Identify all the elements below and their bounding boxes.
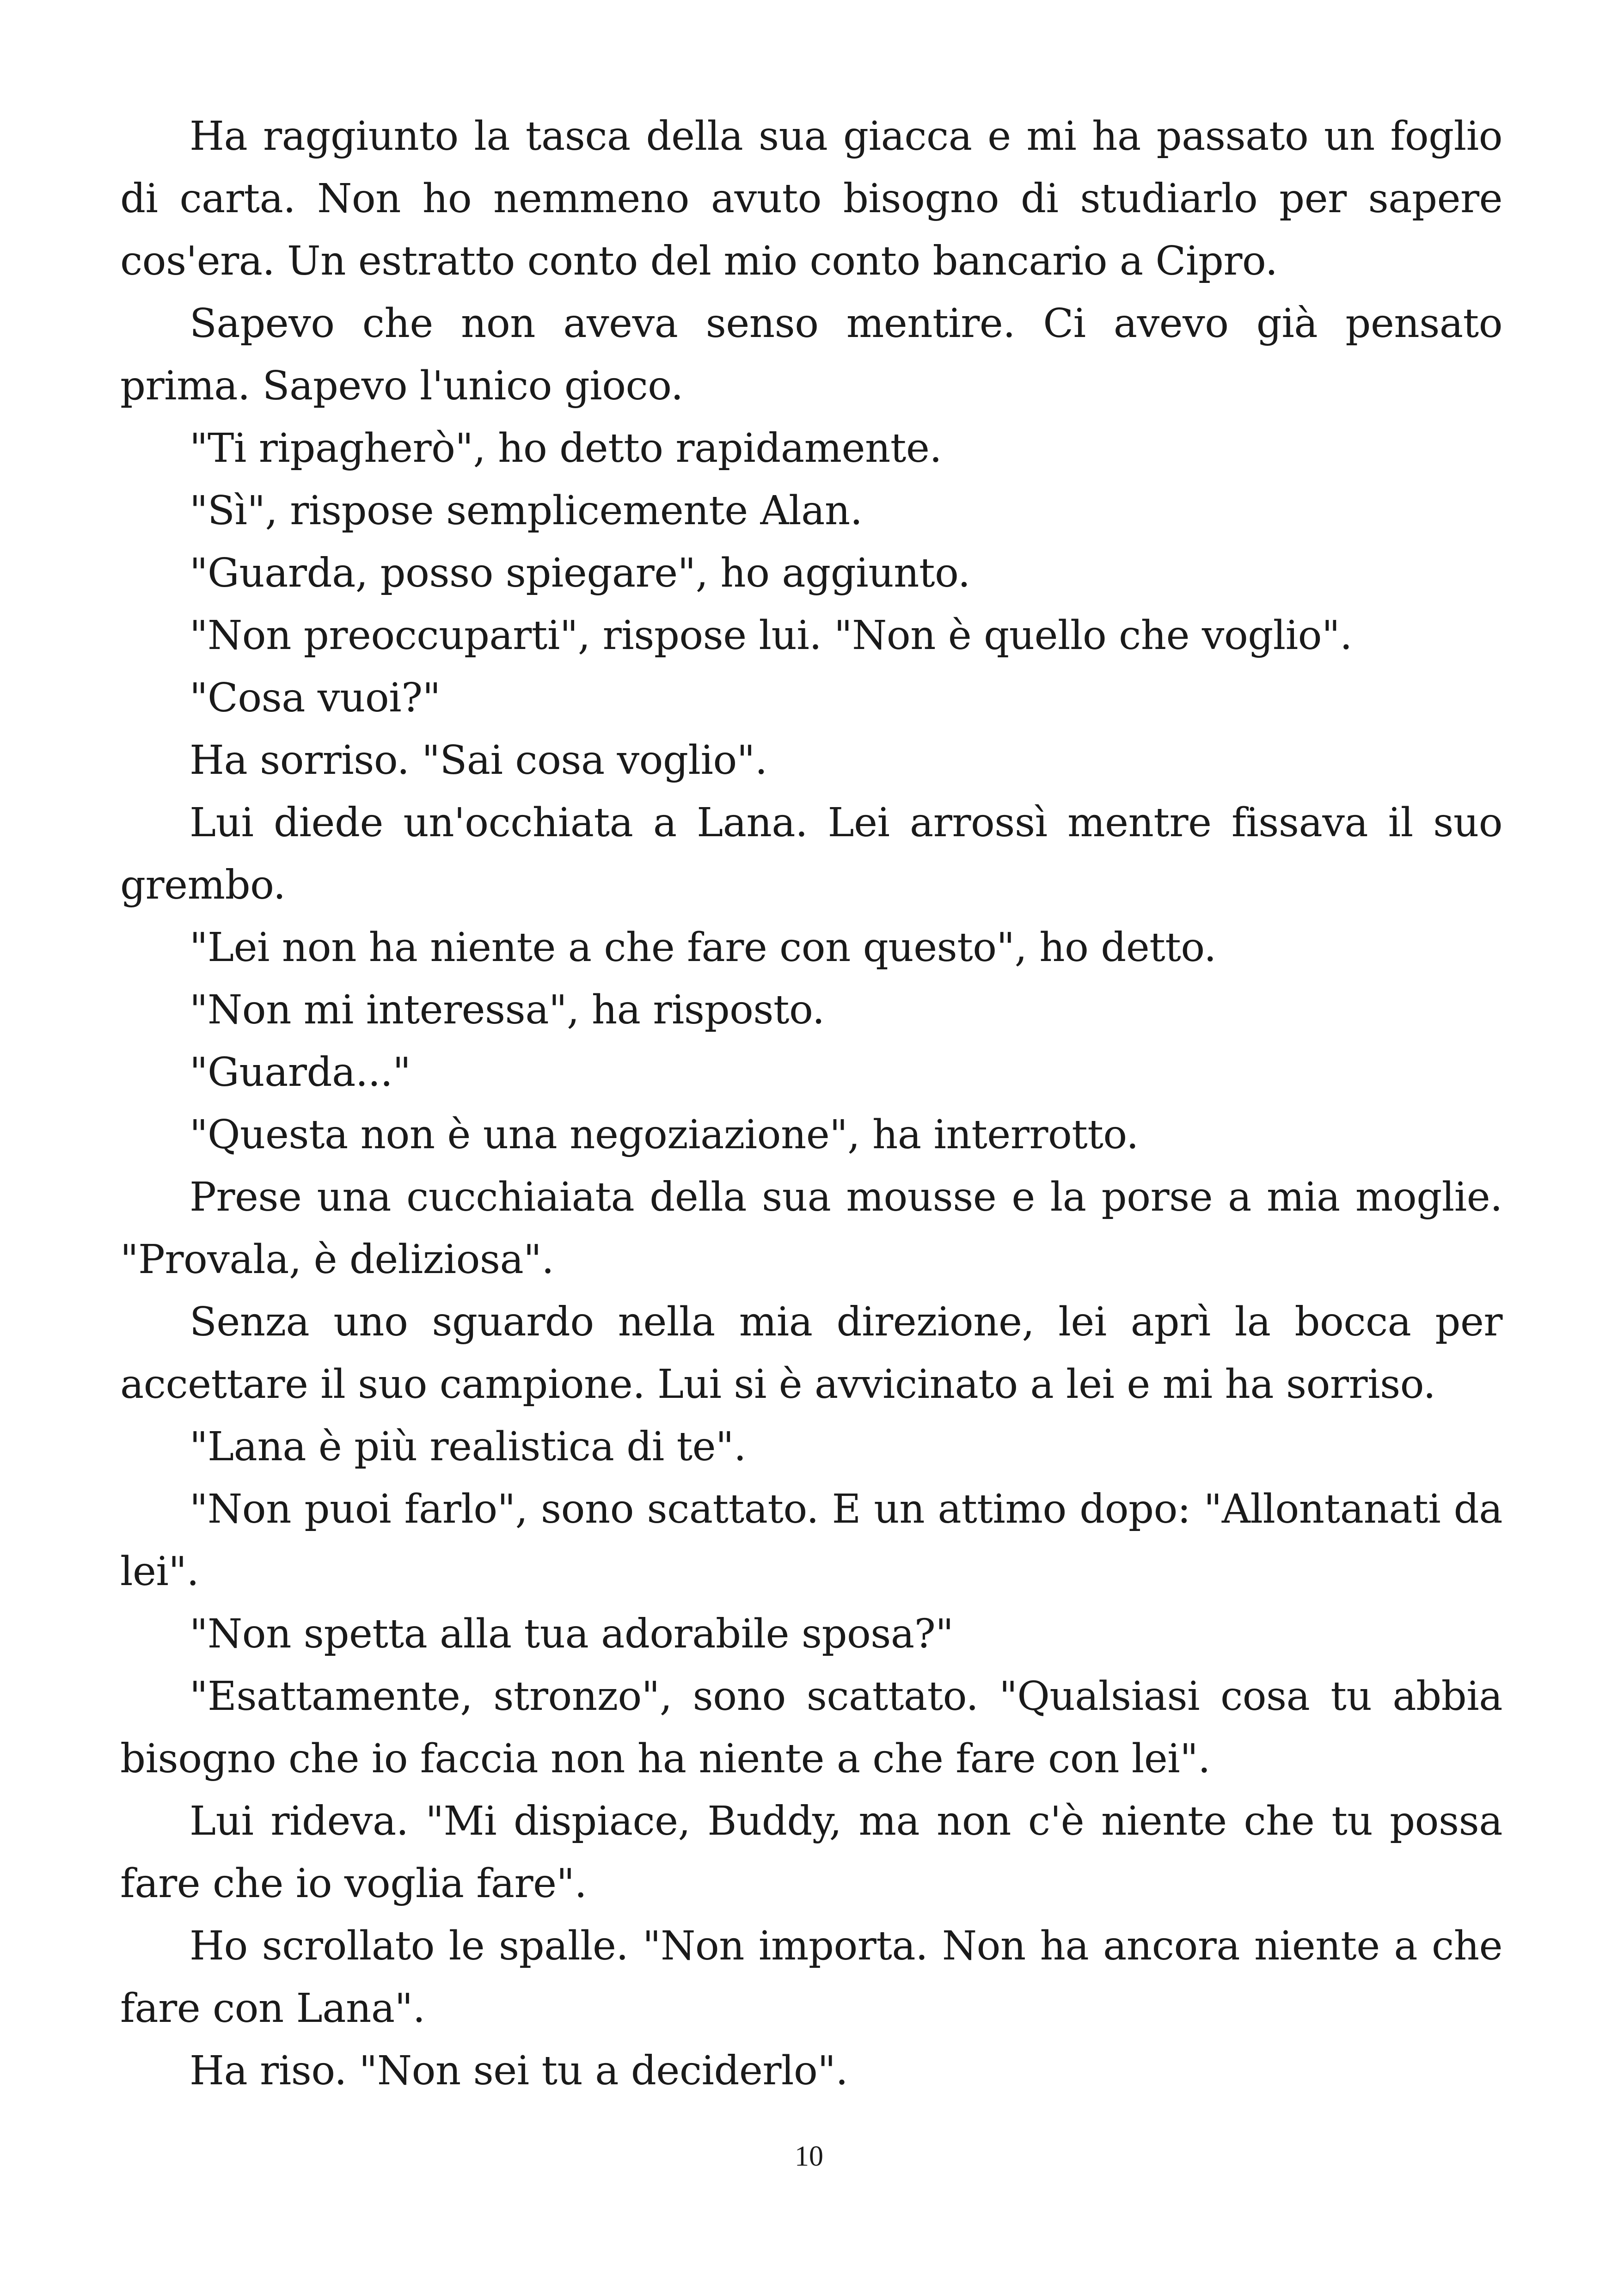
paragraph: Sapevo che non aveva senso mentire. Ci avevo già pensato prima. Sapevo l'unico gioco. bbox=[120, 300, 1502, 409]
paragraph: "Non spetta alla tua adorabile sposa?" bbox=[190, 1611, 954, 1657]
paragraph: "Lei non ha niente a che fare con questo", ho detto. bbox=[190, 925, 1216, 971]
paragraph: "Sì", rispose semplicemente Alan. bbox=[190, 488, 863, 534]
paragraph: "Non preoccuparti", rispose lui. "Non è quello che voglio". bbox=[190, 612, 1352, 659]
paragraph: "Questa non è una negoziazione", ha interrotto. bbox=[190, 1112, 1139, 1158]
paragraph: Ha sorriso. "Sai cosa voglio". bbox=[190, 737, 767, 784]
paragraph: Prese una cucchiaiata della sua mousse e la porse a mia moglie. "Provala, è deliziosa". bbox=[120, 1174, 1502, 1283]
page-number: 10 bbox=[795, 2141, 823, 2172]
paragraph: "Lana è più realistica di te". bbox=[190, 1424, 746, 1470]
paragraph: Senza uno sguardo nella mia direzione, lei aprì la bocca per accettare il suo campione. Lui si è avvicinato a lei e mi ha sorriso. bbox=[120, 1299, 1502, 1408]
body-text bbox=[120, 105, 1502, 2102]
paragraph: Ha raggiunto la tasca della sua giacca e mi ha passato un foglio di carta. Non ho nemmeno avuto bisogno di studiarlo per sapere cos'era. Un estratto conto del mio conto bancario a Cipro. bbox=[120, 113, 1502, 284]
paragraph: "Guarda, posso spiegare", ho aggiunto. bbox=[190, 550, 970, 596]
paragraph: Ha riso. "Non sei tu a deciderlo". bbox=[190, 2048, 848, 2094]
paragraph: Ho scrollato le spalle. "Non importa. Non ha ancora niente a che fare con Lana". bbox=[120, 1923, 1502, 2032]
paragraph: "Cosa vuoi?" bbox=[190, 675, 441, 721]
paragraph: Lui rideva. "Mi dispiace, Buddy, ma non c'è niente che tu possa fare che io voglia fare". bbox=[120, 1798, 1502, 1907]
paragraph: "Esattamente, stronzo", sono scattato. "Qualsiasi cosa tu abbia bisogno che io faccia non ha niente a che fare con lei". bbox=[120, 1673, 1502, 1782]
paragraph: "Non puoi farlo", sono scattato. E un attimo dopo: "Allontanati da lei". bbox=[120, 1486, 1502, 1595]
paragraph: "Non mi interessa", ha risposto. bbox=[190, 987, 825, 1033]
paragraph: "Ti ripagherò", ho detto rapidamente. bbox=[190, 425, 942, 471]
paragraph: "Guarda..." bbox=[190, 1049, 411, 1096]
paragraph: Lui diede un'occhiata a Lana. Lei arrossì mentre fissava il suo grembo. bbox=[120, 800, 1502, 908]
